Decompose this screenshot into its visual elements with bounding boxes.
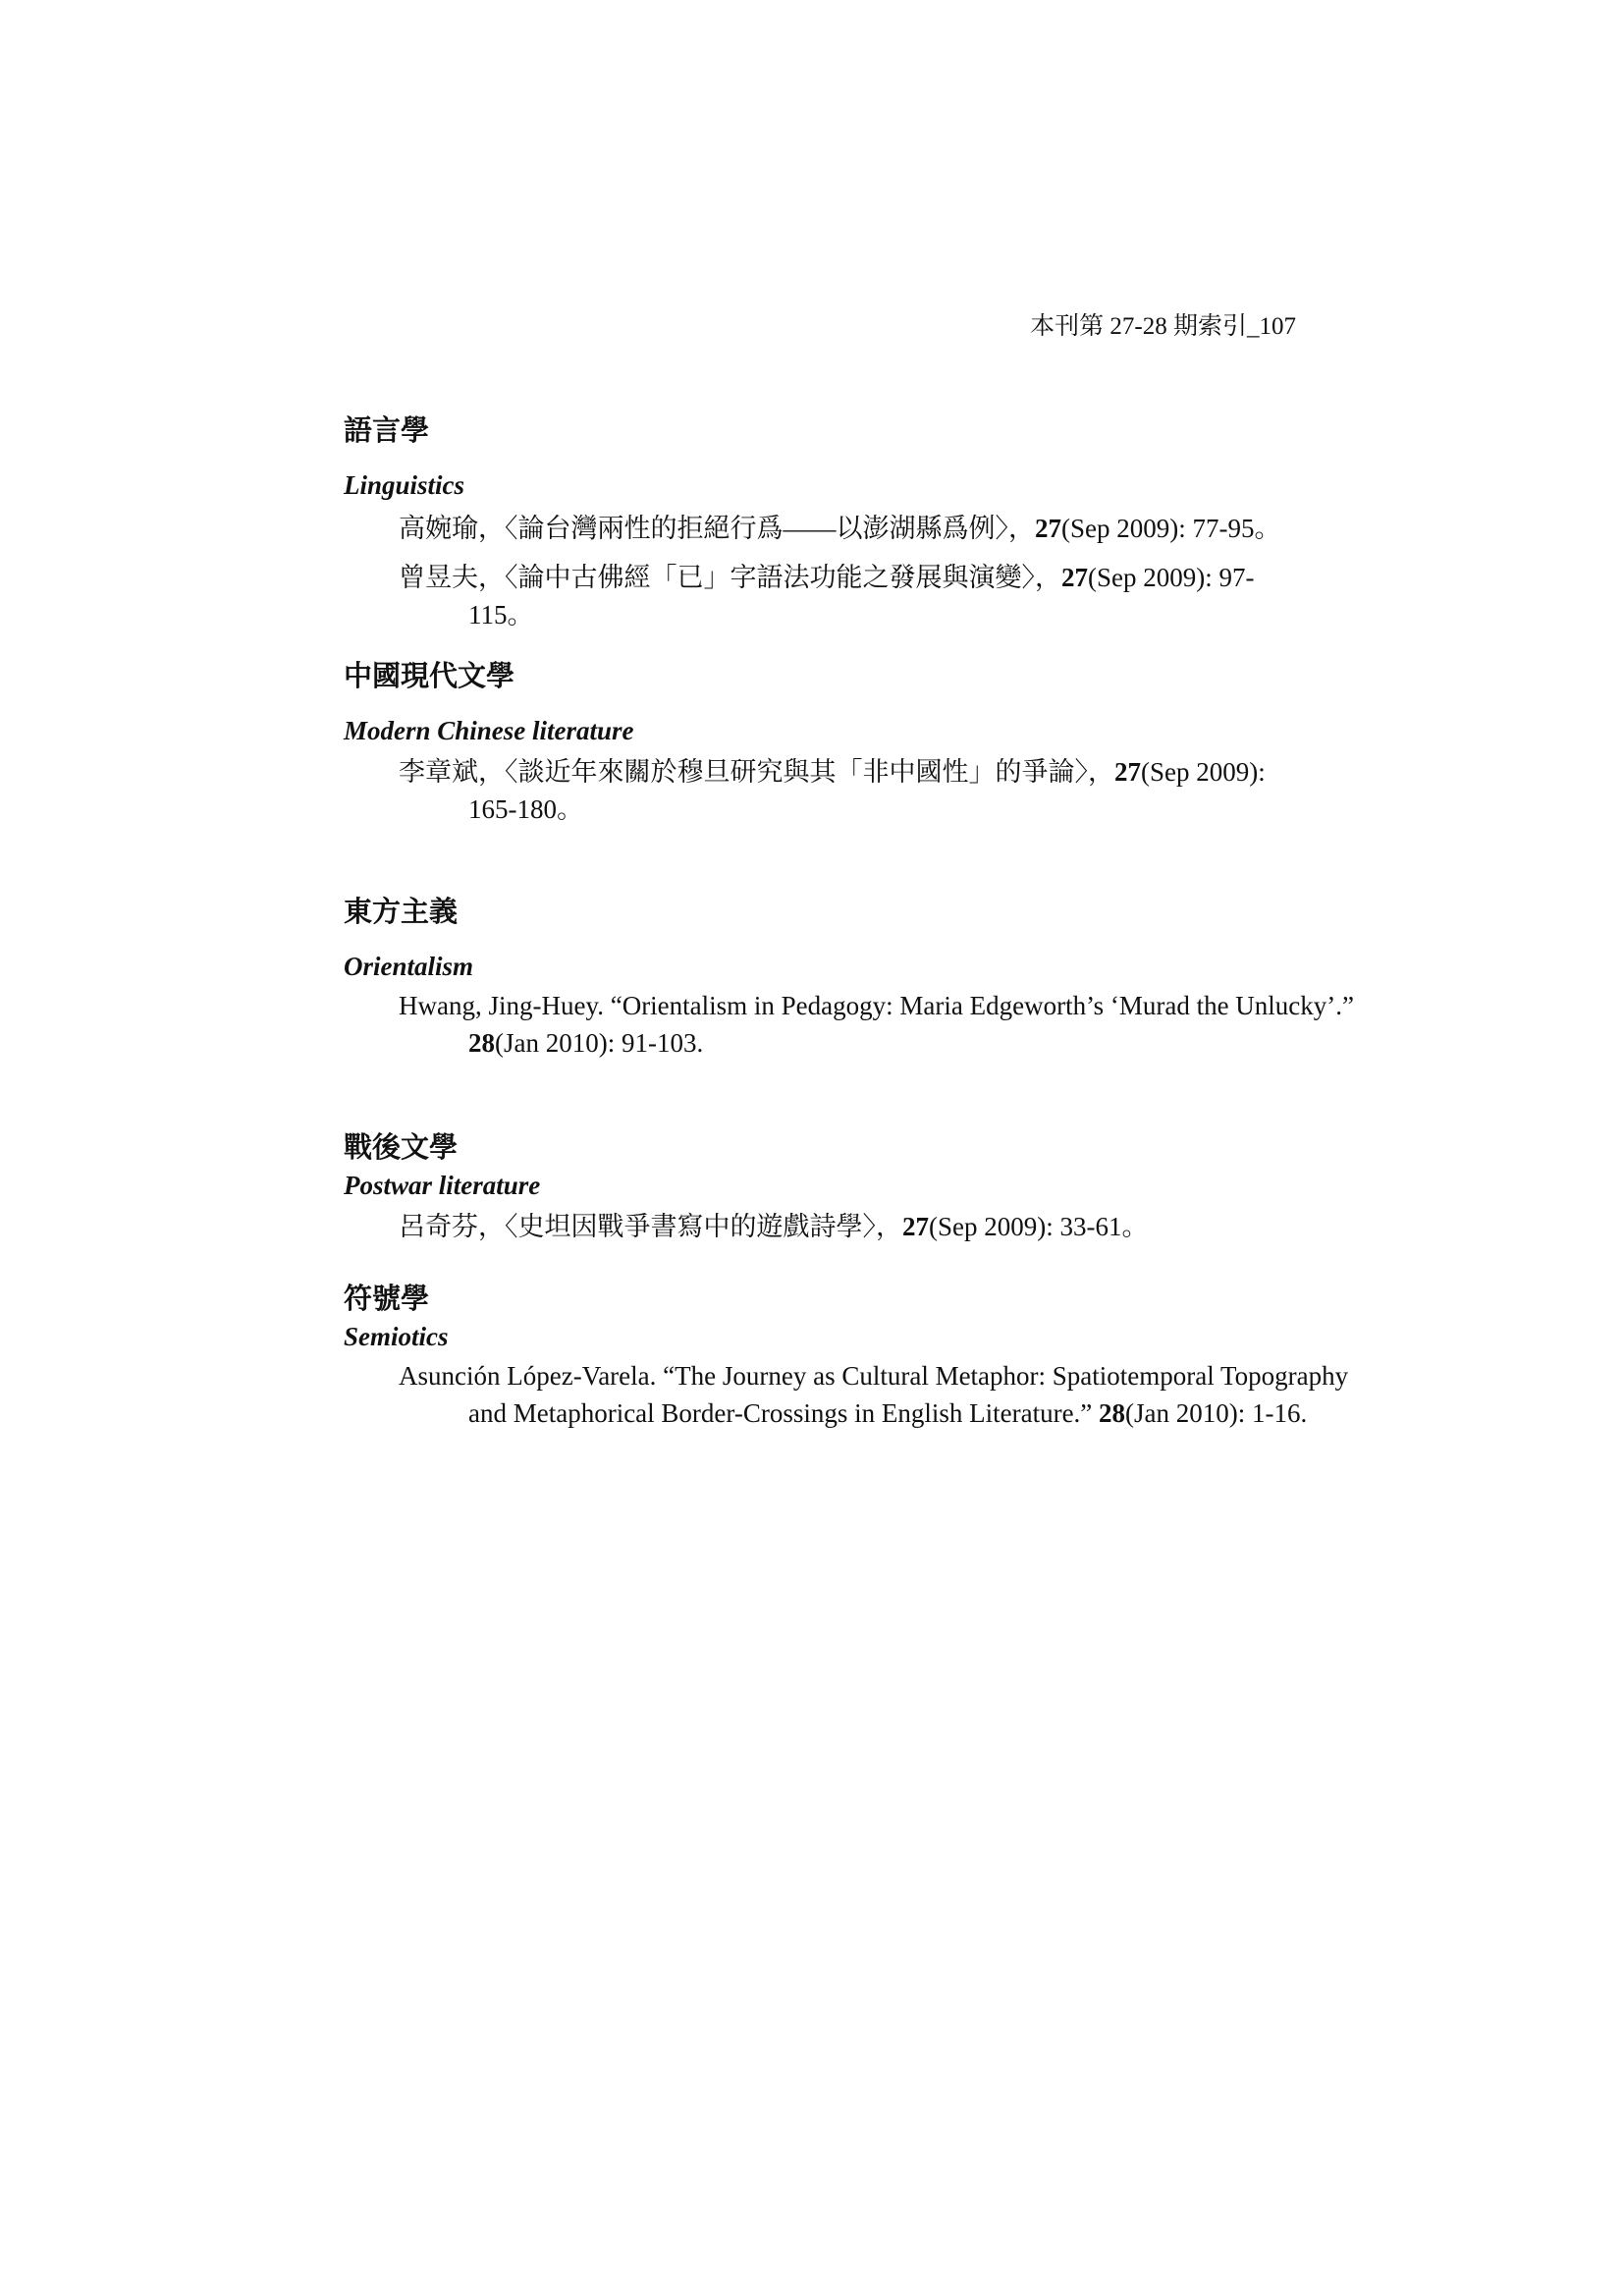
section-heading-zh: 中國現代文學 — [344, 659, 515, 692]
section-heading-en: Linguistics — [344, 470, 465, 500]
index-entry — [344, 1208, 1306, 1245]
entry-author-title: 高婉瑜，〈論台灣兩性的拒絕行爲——以澎湖縣爲例〉， — [399, 514, 1035, 543]
section-heading-zh: 戰後文學 — [344, 1130, 459, 1164]
section-postwar-literature — [344, 1127, 1306, 1245]
entry-issue-number: 27 — [1035, 514, 1061, 543]
index-entry — [344, 510, 1306, 547]
section-modern-chinese-literature — [344, 656, 1306, 828]
entry-issue-number: 27 — [902, 1212, 929, 1241]
entry-issue-number: 28 — [1099, 1398, 1126, 1428]
entry-citation: (Sep 2009): 97-115。 — [468, 563, 1255, 629]
index-entry — [344, 987, 1391, 1062]
section-heading-en: Orientalism — [344, 952, 474, 981]
entry-issue-number: 27 — [1061, 563, 1088, 592]
entry-citation: (Sep 2009): 165-180。 — [468, 757, 1266, 824]
entry-citation: (Sep 2009): 33-61。 — [929, 1212, 1149, 1241]
entry-issue-number: 28 — [468, 1028, 495, 1058]
entry-citation: (Jan 2010): 1-16. — [1125, 1398, 1308, 1428]
section-heading-zh: 符號學 — [344, 1282, 430, 1315]
index-entry — [344, 559, 1306, 633]
entry-issue-number: 27 — [1114, 757, 1141, 787]
section-heading-en: Modern Chinese literature — [344, 716, 634, 745]
running-header: 本刊第 27-28 期索引_107 — [1030, 313, 1296, 340]
entry-citation: (Jan 2010): 91-103. — [495, 1028, 704, 1058]
section-heading-en: Semiotics — [344, 1322, 449, 1351]
entry-author-title: 李章斌，〈談近年來關於穆旦研究與其「非中國性」的爭論〉， — [399, 757, 1114, 787]
entry-citation: (Sep 2009): 77-95。 — [1061, 514, 1281, 543]
section-heading-en: Postwar literature — [344, 1171, 541, 1200]
index-entry — [344, 753, 1306, 828]
section-semiotics — [344, 1279, 1349, 1432]
entry-author-title: 呂奇芬，〈史坦因戰爭書寫中的遊戲詩學〉， — [399, 1212, 902, 1241]
index-entry — [344, 1357, 1381, 1432]
entry-author-title: Asunción López-Varela. “The Journey as Cultural Metaphor: Spatiotemporal Topography and Metaphorical Border-Crossings in English Literature.” — [399, 1361, 1349, 1428]
entry-author-title: Hwang, Jing-Huey. “Orientalism in Pedagogy: Maria Edgeworth’s ‘Murad the Unlucky’.” — [399, 991, 1355, 1020]
section-orientalism — [344, 892, 1355, 1062]
section-heading-zh: 語言學 — [344, 413, 430, 447]
entry-author-title: 曾昱夫，〈論中古佛經「已」字語法功能之發展與演變〉， — [399, 563, 1061, 592]
section-heading-zh: 東方主義 — [344, 895, 459, 928]
section-linguistics — [344, 410, 1306, 633]
